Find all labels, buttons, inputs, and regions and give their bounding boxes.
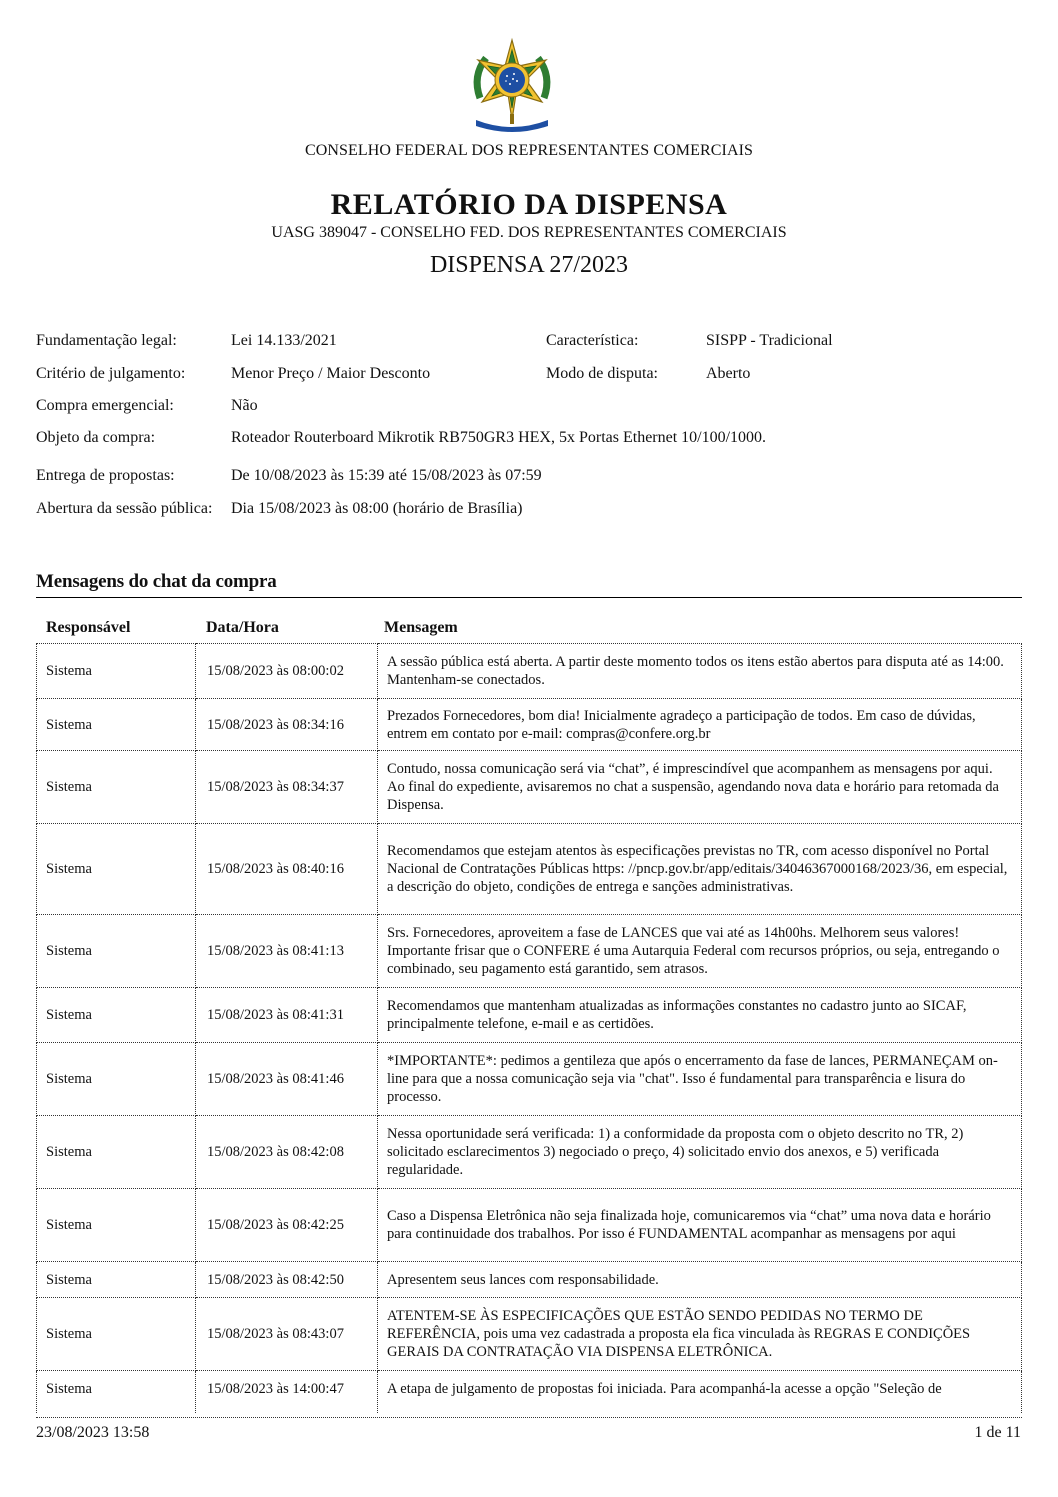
table-row [37, 644, 1022, 699]
cell-mensagem: A etapa de julgamento de propostas foi iniciada. Para acompanhá-la acesse a opção "Seleção de [378, 1371, 1022, 1414]
cell-mensagem: Nessa oportunidade será verificada: 1) a conformidade da proposta com o objeto descrito no TR, 2) solicitado esclarecimentos 3) negociado o preço, 4) solicitado envio dos anexos, e 5) verificada regularidade. [378, 1116, 1022, 1189]
cell-responsavel: Sistema [37, 915, 196, 988]
column-header-mensagem: Mensagem [384, 619, 458, 636]
table-row [37, 751, 1022, 824]
table-row [37, 1116, 1022, 1189]
table-row [37, 699, 1022, 751]
report-title: RELATÓRIO DA DISPENSA [330, 188, 728, 221]
modo-label: Modo de disputa: [546, 365, 658, 382]
entrega-value: De 10/08/2023 às 15:39 até 15/08/2023 às 07:59 [231, 467, 542, 484]
cell-mensagem: Prezados Fornecedores, bom dia! Inicialmente agradeço a participação de todos. Em caso de dúvidas, entrem em contato por e-mail: compras@confere.org.br [378, 699, 1022, 751]
criterio-value: Menor Preço / Maior Desconto [231, 365, 431, 382]
chat-table [36, 643, 1022, 1413]
modo-value: Aberto [706, 365, 751, 382]
cell-responsavel: Sistema [37, 751, 196, 824]
fundamentacao-label: Fundamentação legal: [36, 332, 177, 349]
uasg-line: UASG 389047 - CONSELHO FED. DOS REPRESENTANTES COMERCIAIS [271, 224, 787, 241]
cell-responsavel: Sistema [37, 1371, 196, 1414]
abertura-value: Dia 15/08/2023 às 08:00 (horário de Brasília) [231, 500, 523, 517]
table-row [37, 1043, 1022, 1116]
cell-data-hora: 15/08/2023 às 08:43:07 [196, 1298, 378, 1371]
cell-data-hora: 15/08/2023 às 08:41:13 [196, 915, 378, 988]
cell-responsavel: Sistema [37, 699, 196, 751]
cell-data-hora: 15/08/2023 às 08:41:31 [196, 988, 378, 1043]
cell-responsavel: Sistema [37, 824, 196, 915]
organization-name: CONSELHO FEDERAL DOS REPRESENTANTES COMERCIAIS [304, 142, 754, 159]
cell-responsavel: Sistema [37, 1043, 196, 1116]
cell-responsavel: Sistema [37, 1298, 196, 1371]
table-row [37, 1262, 1022, 1298]
cell-responsavel: Sistema [37, 1189, 196, 1262]
cell-responsavel: Sistema [37, 988, 196, 1043]
emergencial-value: Não [231, 397, 258, 414]
cell-mensagem: Apresentem seus lances com responsabilidade. [378, 1262, 1022, 1298]
table-row [37, 915, 1022, 988]
criterio-label: Critério de julgamento: [36, 365, 186, 382]
cell-responsavel: Sistema [37, 1262, 196, 1298]
cell-data-hora: 15/08/2023 às 08:42:25 [196, 1189, 378, 1262]
objeto-label: Objeto da compra: [36, 429, 156, 446]
cell-data-hora: 15/08/2023 às 08:00:02 [196, 644, 378, 699]
cell-mensagem: A sessão pública está aberta. A partir deste momento todos os itens estão abertos para disputa até as 14:00. Mantenham-se conectados. [378, 644, 1022, 699]
table-row [37, 1189, 1022, 1262]
cell-mensagem: Srs. Fornecedores, aproveitem a fase de LANCES que vai até as 14h00hs. Melhorem seus valores! Importante frisar que o CONFERE é uma Autarquia Federal com recursos próprios, ou seja, entregando o combinado, seu pagamento está garantido, sem atrasos. [378, 915, 1022, 988]
cell-data-hora: 15/08/2023 às 08:40:16 [196, 824, 378, 915]
cell-data-hora: 15/08/2023 às 08:34:37 [196, 751, 378, 824]
abertura-label: Abertura da sessão pública: [36, 500, 213, 517]
cell-mensagem: Contudo, nossa comunicação será via “chat”, é imprescindível que acompanhem as mensagens por aqui. Ao final do expediente, avisaremos no chat a suspensão, agendando nova data e horário para retomada da Dispensa. [378, 751, 1022, 824]
chat-section-title: Mensagens do chat da compra [36, 571, 277, 592]
cell-responsavel: Sistema [37, 644, 196, 699]
table-row [37, 1371, 1022, 1414]
cell-data-hora: 15/08/2023 às 14:00:47 [196, 1371, 378, 1414]
objeto-value: Roteador Routerboard Mikrotik RB750GR3 HEX, 5x Portas Ethernet 10/100/1000. [231, 429, 767, 446]
cell-mensagem: Recomendamos que mantenham atualizadas as informações constantes no cadastro junto ao SICAF, principalmente telefone, e-mail e as certidões. [378, 988, 1022, 1043]
caracteristica-label: Característica: [546, 332, 639, 349]
cell-mensagem: Caso a Dispensa Eletrônica não seja finalizada hoje, comunicaremos via “chat” uma nova data e horário para continuidade dos trabalhos. Por isso é FUNDAMENTAL acompanhar as mensagens por aqui [378, 1189, 1022, 1262]
cell-mensagem: Recomendamos que estejam atentos às especificações previstas no TR, com acesso disponível no Portal Nacional de Contratações Públicas https: //pncp.gov.br/app/editais/34046367000168/2023/36, em especial, a descrição do objeto, condições de entrega e sanções administrativas. [378, 824, 1022, 915]
entrega-label: Entrega de propostas: [36, 467, 175, 484]
cell-mensagem: ATENTEM-SE ÀS ESPECIFICAÇÕES QUE ESTÃO SENDO PEDIDAS NO TERMO DE REFERÊNCIA, pois uma vez cadastrada a proposta ela fica vinculada às REGRAS E CONDIÇÕES GERAIS DA CONTRATAÇÃO VIA DISPENSA ELETRÔNICA. [378, 1298, 1022, 1371]
section-divider [36, 597, 1022, 598]
cell-data-hora: 15/08/2023 às 08:42:50 [196, 1262, 378, 1298]
column-header-data-hora: Data/Hora [206, 619, 279, 636]
brazil-coat-of-arms-icon [462, 36, 562, 136]
table-row [37, 824, 1022, 915]
table-row [37, 1298, 1022, 1371]
table-row [37, 988, 1022, 1043]
cell-responsavel: Sistema [37, 1116, 196, 1189]
cell-data-hora: 15/08/2023 às 08:34:16 [196, 699, 378, 751]
page-number: 1 de 11 [974, 1424, 1021, 1441]
dispensa-number: DISPENSA 27/2023 [429, 252, 629, 278]
footer-date: 23/08/2023 13:58 [36, 1424, 150, 1441]
cell-mensagem: *IMPORTANTE*: pedimos a gentileza que após o encerramento da fase de lances, PERMANEÇAM on-line para que a nossa comunicação seja via "chat". Isso é fundamental para transparência e lisura do processo. [378, 1043, 1022, 1116]
emergencial-label: Compra emergencial: [36, 397, 174, 414]
fundamentacao-value: Lei 14.133/2021 [231, 332, 337, 349]
caracteristica-value: SISPP - Tradicional [706, 332, 833, 349]
column-header-responsavel: Responsável [46, 619, 131, 636]
table-bottom-border [36, 1417, 1022, 1418]
cell-data-hora: 15/08/2023 às 08:41:46 [196, 1043, 378, 1116]
cell-data-hora: 15/08/2023 às 08:42:08 [196, 1116, 378, 1189]
